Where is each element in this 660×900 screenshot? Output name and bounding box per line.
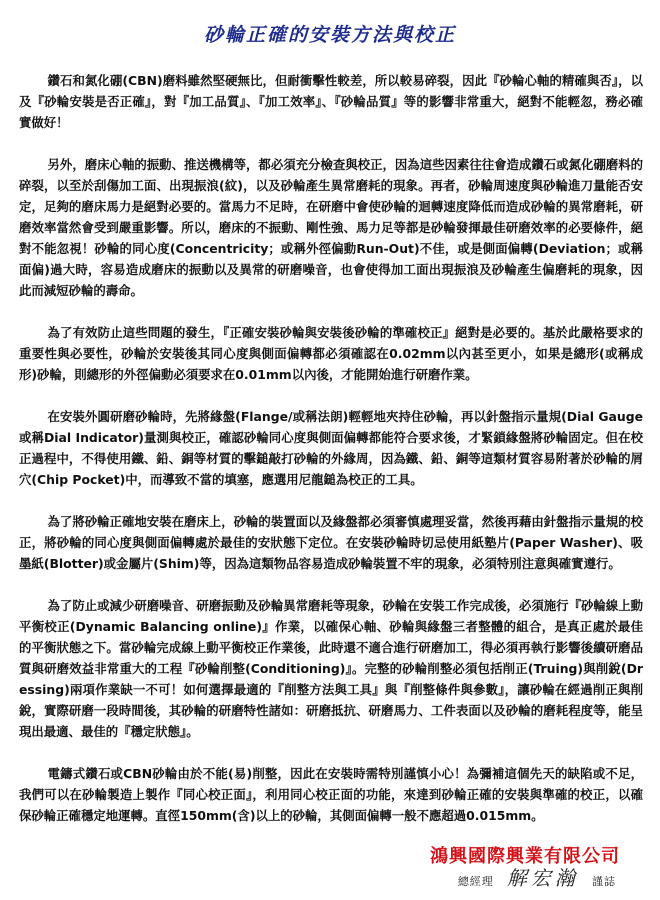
signature-line <box>458 862 616 891</box>
paragraph-4: 在安裝外圓研磨砂輪時，先將緣盤(Flange/或稱法朗)輕輕地夾持住砂輪，再以針盤指示量規(Dial Gauge或稱Dial Indicator)量測與校正，確認砂輪同心度與側面偏轉都能符合要求後，才緊鎖緣盤將砂輪固定。但在校正過程中，不得使用鐵、鉛、銅等材質的擊鎚敲打砂輪的外緣周，因為鐵、鉛、銅等這類材質容易附著於砂輪的屑穴(Chip Pocket)中，而導致不當的填塞，應選用尼龍鎚為校正的工具。 <box>19 409 643 487</box>
signature-role: 總經理 <box>457 875 494 888</box>
signature-note: 謹誌 <box>592 875 616 888</box>
document-title: 砂輪正確的安裝方法與校正 <box>203 24 456 46</box>
paragraph-3: 為了有效防止這些問題的發生，『正確安裝砂輪與安裝後砂輪的準確校正』絕對是必要的。基於此嚴格要求的重要性與必要性，砂輪於安裝後其同心度與側面偏轉都必須確認在0.02mm以內甚至更小，如果是總形(或稱成形)砂輪，則總形的外徑偏動必須要求在0.01mm以內後，才能開始進行研磨作業。 <box>19 325 643 382</box>
company-name: 鴻興國際興業有限公司 <box>430 846 620 867</box>
paragraph-7: 電鑄式鑽石或CBN砂輪由於不能(易)削整，因此在安裝時需特別謹慎小心！為彌補這個先天的缺陷或不足，我們可以在砂輪製造上製作『同心校正面』，利用同心校正面的功能，來達到砂輪正確的安裝與準確的校正，以確保砂輪正確穩定地運轉。直徑150mm(含)以上的砂輪，其側面偏轉一般不應超過0.015mm。 <box>19 766 643 823</box>
paragraph-2: 另外，磨床心軸的振動、推送機構等，都必須充分檢查與校正，因為這些因素往往會造成鑽石或氮化硼磨料的碎裂，以至於刮傷加工面、出現振浪(紋)，以及砂輪產生異常磨耗的現象。再者，砂輪周速度與砂輪進刀量能否安定，足夠的磨床馬力是絕對必要的。當馬力不足時，在研磨中會使砂輪的迴轉速度降低而造成砂輪的異常磨耗，研磨效率當然會受到嚴重影響。所以，磨床的不振動、剛性強、馬力足等都是砂輪發揮最佳研磨效率的必要條件，絕對不能忽視！砂輪的同心度(Concentricity；或稱外徑偏動Run-Out)不佳，或是側面偏轉(Deviation；或稱面偏)過大時，容易造成磨床的振動以及異常的研磨噪音，也會使得加工面出現振浪及砂輪產生偏磨耗的現象，因此而減短砂輪的壽命。 <box>19 157 643 298</box>
document-body <box>19 70 643 847</box>
paragraph-6: 為了防止或減少研磨噪音、研磨振動及砂輪異常磨耗等現象，砂輪在安裝工作完成後，必須施行『砂輪線上動平衡校正(Dynamic Balancing online)』作業，以確保心軸、砂輪與緣盤三者整體的組合，是真正處於最佳的平衡狀態之下。當砂輪完成線上動平衡校正作業後，此時還不適合進行研磨加工，得必須再執行影響後續研磨品質與研磨效益非常重大的工程『砂輪削整(Conditioning)』。完整的砂輪削整必須包括削正(Truing)與削銳(Dressing)兩項作業缺一不可！如何選擇最適的『削整方法與工具』與『削整條件與參數』，讓砂輪在經過削正與削銳，實際研磨一段時間後，其砂輪的研磨特性諸如：研磨抵抗、研磨馬力、工件表面以及砂輪的磨耗程度等，能呈現出最適、最佳的『穩定狀態』。 <box>19 598 643 739</box>
paragraph-5: 為了將砂輪正確地安裝在磨床上，砂輪的裝置面以及緣盤都必須審慎處理妥當，然後再藉由針盤指示量規的校正，將砂輪的同心度與側面偏轉處於最佳的安狀態下定位。在安裝砂輪時切忌使用紙塾片(Paper Washer)、吸墨紙(Blotter)或金屬片(Shim)等，因為這類物品容易造成砂輪裝置不牢的現象，必須特別注意與確實遵行。 <box>19 514 643 571</box>
signature-name: 解宏瀚 <box>506 866 579 890</box>
paragraph-1: 鑽石和氮化硼(CBN)磨料雖然堅硬無比，但耐衝擊性較差，所以較易碎裂，因此『砂輪心軸的精確與否』，以及『砂輪安裝是否正確』，對『加工品質』、『加工效率』、『砂輪品質』等的影響非常重大，絕對不能輕忽，務必確實做好！ <box>19 73 643 130</box>
